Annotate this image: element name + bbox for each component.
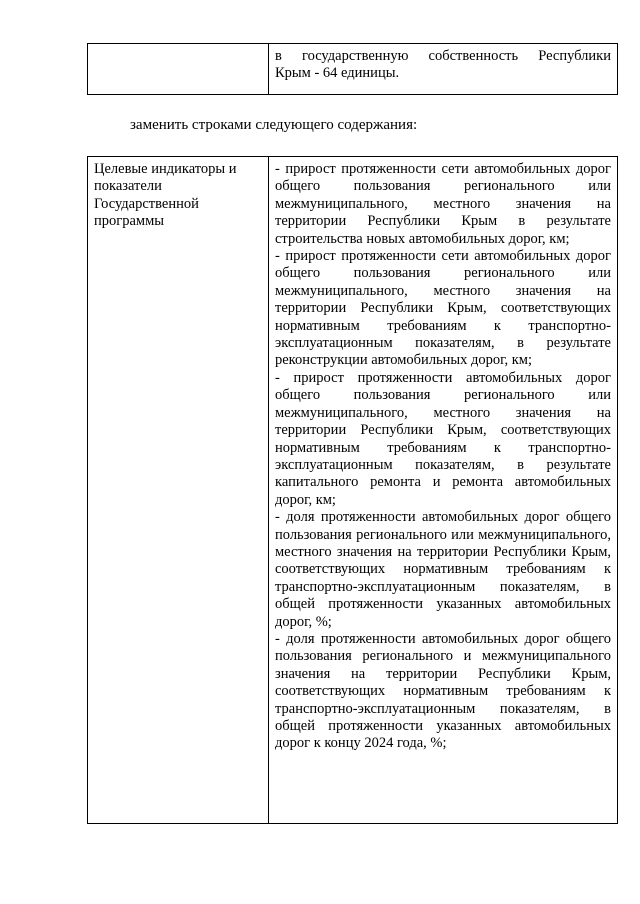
top-right-cell — [269, 44, 618, 95]
indicator-item-2: - прирост протяженности сети автомобильных дорог общего пользования регионального или межмуниципального, местного значения на территории Республики Крым, соответствующих нормативным требованиям к транспортно-эксплуатационным показателям, в результате реконструкции автомобильных дорог, км; — [275, 248, 611, 369]
indicator-item-1: - прирост протяженности сети автомобильных дорог общего пользования регионального или межмуниципального, местного значения на территории Республики Крым в результате строительства новых автомобильных дорог, км; — [275, 161, 611, 247]
top-left-cell — [88, 44, 269, 95]
top-right-line-1: в государственную собственность Республики — [275, 48, 611, 64]
top-right-line-2: Крым - 64 единицы. — [275, 65, 400, 82]
table-row — [88, 157, 618, 824]
main-table — [87, 156, 618, 824]
top-table — [87, 43, 618, 95]
intro-text: заменить строками следующего содержания: — [130, 117, 418, 133]
indicator-item-4: - доля протяженности автомобильных дорог общего пользования регионального или межмуниципального, местного значения на территории Республики Крым, соответствующих нормативным требованиям к транспортно-эксплуатационным показателям, в общей протяженности указанных автомобильных дорог, %; — [275, 509, 611, 630]
indicator-item-5: - доля протяженности автомобильных дорог общего пользования регионального и межмуниципального значения на территории Республики Крым, соответствующих нормативным требованиям к транспортно-эксплуатационным показателям, в общей протяженности указанных автомобильных дорог к концу 2024 года, %; — [275, 630, 611, 752]
indicators-content-cell — [269, 157, 618, 824]
indicator-item-3: - прирост протяженности автомобильных дорог общего пользования регионального или межмуниципального, местного значения на территории Республики Крым, соответствующих нормативным требованиям к транспортно-эксплуатационным показателям, в результате капитального ремонта и ремонта автомобильных дорог, км; — [275, 369, 611, 508]
indicators-label-cell: Целевые индикаторы и показатели Государственной программы — [88, 157, 269, 824]
table-row — [88, 44, 618, 95]
